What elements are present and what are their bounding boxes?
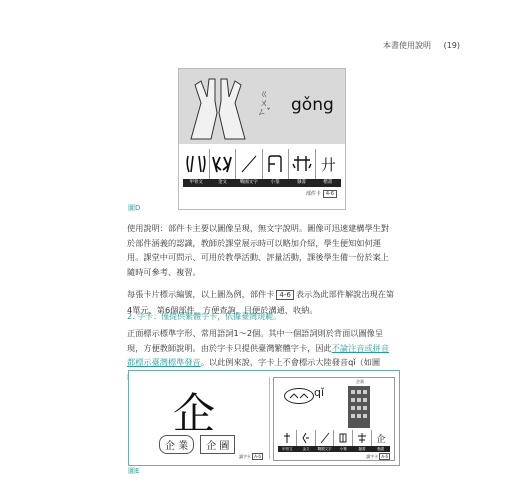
- page-number: (19): [443, 41, 460, 50]
- glyph-oracle: [183, 149, 209, 179]
- divider: [269, 377, 270, 459]
- form-label: 隸書: [296, 180, 306, 185]
- paragraph-text: 表示為此部件解說出現在第4單元，第6個部件，方便查詢，目便於溝通、收納。: [127, 289, 395, 315]
- glyph-bronze: [296, 430, 315, 446]
- glyph-warring-states: [315, 430, 334, 446]
- glyph-clerical: [288, 149, 315, 179]
- glyph-evolution-row: [278, 430, 390, 446]
- card-label: 部件卡: [305, 191, 321, 197]
- highlighted-text: 不論注音或拼音都標示臺灣標準發音: [127, 342, 390, 368]
- glyph-oracle: [278, 430, 296, 446]
- form-label: 戰國文字: [317, 447, 332, 451]
- form-label: 楷書: [377, 447, 385, 451]
- card-number: 4-6: [323, 190, 337, 198]
- figure-d-illustration: [179, 69, 345, 144]
- glyph-bronze: [209, 149, 236, 179]
- paragraph-text: 正面標示標準字形、常用語詞1～2個。其中一個語詞則於背面以圖像呈現，方便教師說明。由於字卡只提供臺灣繁體字卡，因此: [127, 328, 384, 353]
- paragraph-usage: 使用說明：部件卡主要以圖像呈現，無文字說明。圖像可迅速建構學生對於部件涵義的認識，教師於課堂展示時可以略加介紹，學生便知如何運用。課堂中可問示、可用於教學活動、評量活動，課後學生備一份於案上隨時可參考、複習。: [127, 223, 390, 277]
- card-label: 讀字卡: [239, 454, 251, 459]
- figure-d-caption: 圖D: [128, 204, 141, 212]
- form-label-bar: [278, 446, 390, 452]
- back-illustration: [273, 377, 395, 461]
- pinyin-text: qǐ: [314, 386, 325, 399]
- form-label: 隸書: [358, 447, 366, 451]
- building-icon: [348, 386, 370, 428]
- zhuyin-text: ㄍㄨㄥˇ: [257, 90, 271, 118]
- card-label: 讀字卡: [366, 454, 379, 459]
- figure-e-caption: 圖E: [128, 467, 140, 475]
- header-title: 本書使用說明: [383, 41, 432, 50]
- paragraph-text: 。以此例來說，字卡上不會標示大陸發音qǐ（如圖: [200, 357, 381, 368]
- section-heading-word-cards: 2. 字卡：僅提供繁體字卡，依據臺灣規範。: [127, 312, 282, 321]
- word-chip: 企 圖: [200, 435, 235, 454]
- building-label: 企業: [356, 379, 364, 384]
- hands-icon: [187, 73, 249, 141]
- glyph-regular: 廾: [315, 149, 342, 179]
- word-list: [159, 435, 235, 454]
- glyph-seal: [262, 149, 289, 179]
- card-number-label: [239, 453, 263, 460]
- form-label-bar: [183, 179, 341, 187]
- card-number: A-6: [381, 454, 388, 459]
- figure-d-card: [178, 68, 346, 210]
- form-label: 小篆: [270, 180, 280, 185]
- glyph-warring-states: [235, 149, 262, 179]
- form-label: 戰國文字: [239, 180, 258, 185]
- form-label: 金文: [302, 447, 310, 451]
- inline-card-number: 4-6: [276, 290, 293, 300]
- glyph-clerical: [352, 430, 371, 446]
- glyph-evolution-row: [183, 149, 341, 179]
- pinyin-text: gǒng: [291, 95, 334, 115]
- form-label: 小篆: [339, 447, 347, 451]
- main-character: 企: [173, 389, 216, 438]
- glyph-seal: [333, 430, 352, 446]
- form-label: 楷書: [323, 180, 333, 185]
- form-label: 甲骨文: [282, 447, 293, 451]
- speech-bubble-icon: [284, 388, 314, 404]
- glyph-regular: 企: [371, 430, 390, 446]
- card-number: A-6: [254, 454, 261, 459]
- figure-e-card: [128, 370, 400, 466]
- word-chip: 企 業: [159, 435, 194, 454]
- paragraph-text: 每張卡片標示編號，以上圖為例，部件卡: [127, 289, 275, 299]
- form-label: 金文: [217, 180, 227, 185]
- card-number-label: [366, 453, 390, 460]
- form-label: 甲骨文: [189, 180, 203, 185]
- card-number-label: [306, 190, 337, 198]
- running-header: [300, 40, 460, 51]
